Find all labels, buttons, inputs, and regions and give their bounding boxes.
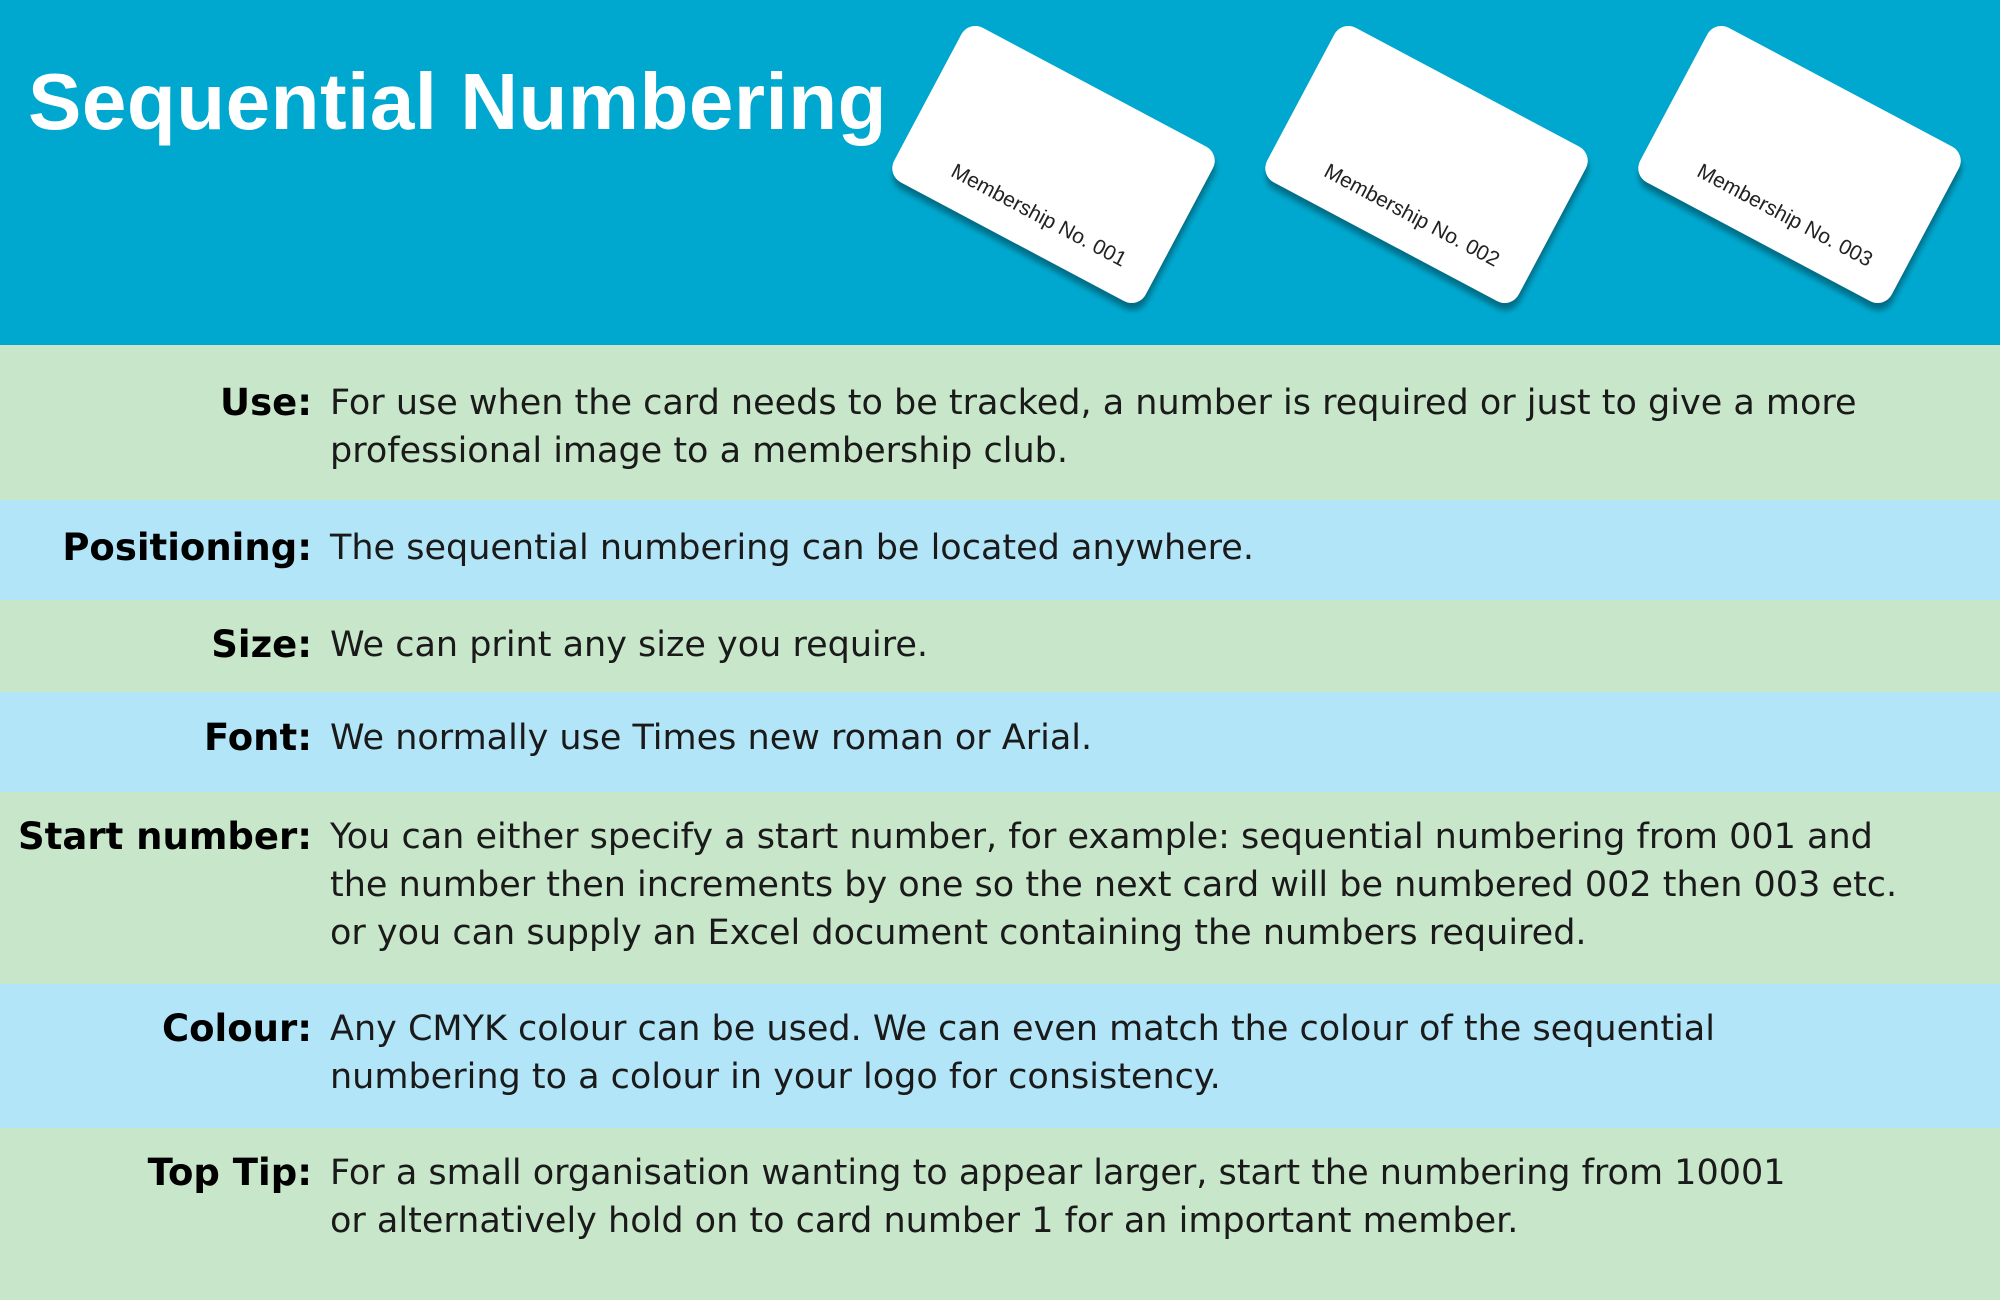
row-text: The sequential numbering can be located anywhere. xyxy=(330,528,1254,568)
row-colour xyxy=(0,984,2000,1128)
card-label: Membership No. 002 xyxy=(1320,159,1504,272)
header-banner xyxy=(0,0,2000,345)
row-text: You can either specify a start number, for example: sequential numbering from 001 and the number then increments by one so the next card will be numbered 002 then 003 etc. or you can supply an Excel document containing the numbers required. xyxy=(330,817,1898,953)
row-positioning xyxy=(0,500,2000,600)
membership-card-002 xyxy=(1260,20,1594,308)
row-top-tip xyxy=(0,1128,2000,1300)
membership-card-003 xyxy=(1633,20,1967,308)
row-label: Font: xyxy=(203,716,312,759)
row-text: We normally use Times new roman or Arial. xyxy=(330,718,1093,758)
membership-card-001 xyxy=(887,20,1221,308)
row-text: For a small organisation wanting to appear larger, start the numbering from 10001 or alternatively hold on to card number 1 for an important member. xyxy=(330,1153,1786,1241)
row-text: For use when the card needs to be tracked, a number is required or just to give a more professional image to a membership club. xyxy=(330,383,1857,471)
row-label: Colour: xyxy=(161,1007,312,1050)
row-label: Start number: xyxy=(18,815,312,858)
page-title: Sequential Numbering xyxy=(28,57,887,146)
row-font xyxy=(0,692,2000,792)
row-label: Positioning: xyxy=(62,526,312,569)
row-use xyxy=(0,345,2000,500)
row-text: Any CMYK colour can be used. We can even match the colour of the sequential numbering to a colour in your logo for consistency. xyxy=(330,1009,1715,1097)
row-size xyxy=(0,600,2000,692)
row-label: Top Tip: xyxy=(147,1151,312,1194)
info-table xyxy=(0,345,2000,1300)
row-text: We can print any size you require. xyxy=(330,625,929,665)
card-label: Membership No. 003 xyxy=(1693,159,1877,272)
row-label: Size: xyxy=(211,623,312,666)
card-label: Membership No. 001 xyxy=(947,159,1131,272)
row-start-number xyxy=(0,792,2000,984)
row-label: Use: xyxy=(220,381,312,424)
